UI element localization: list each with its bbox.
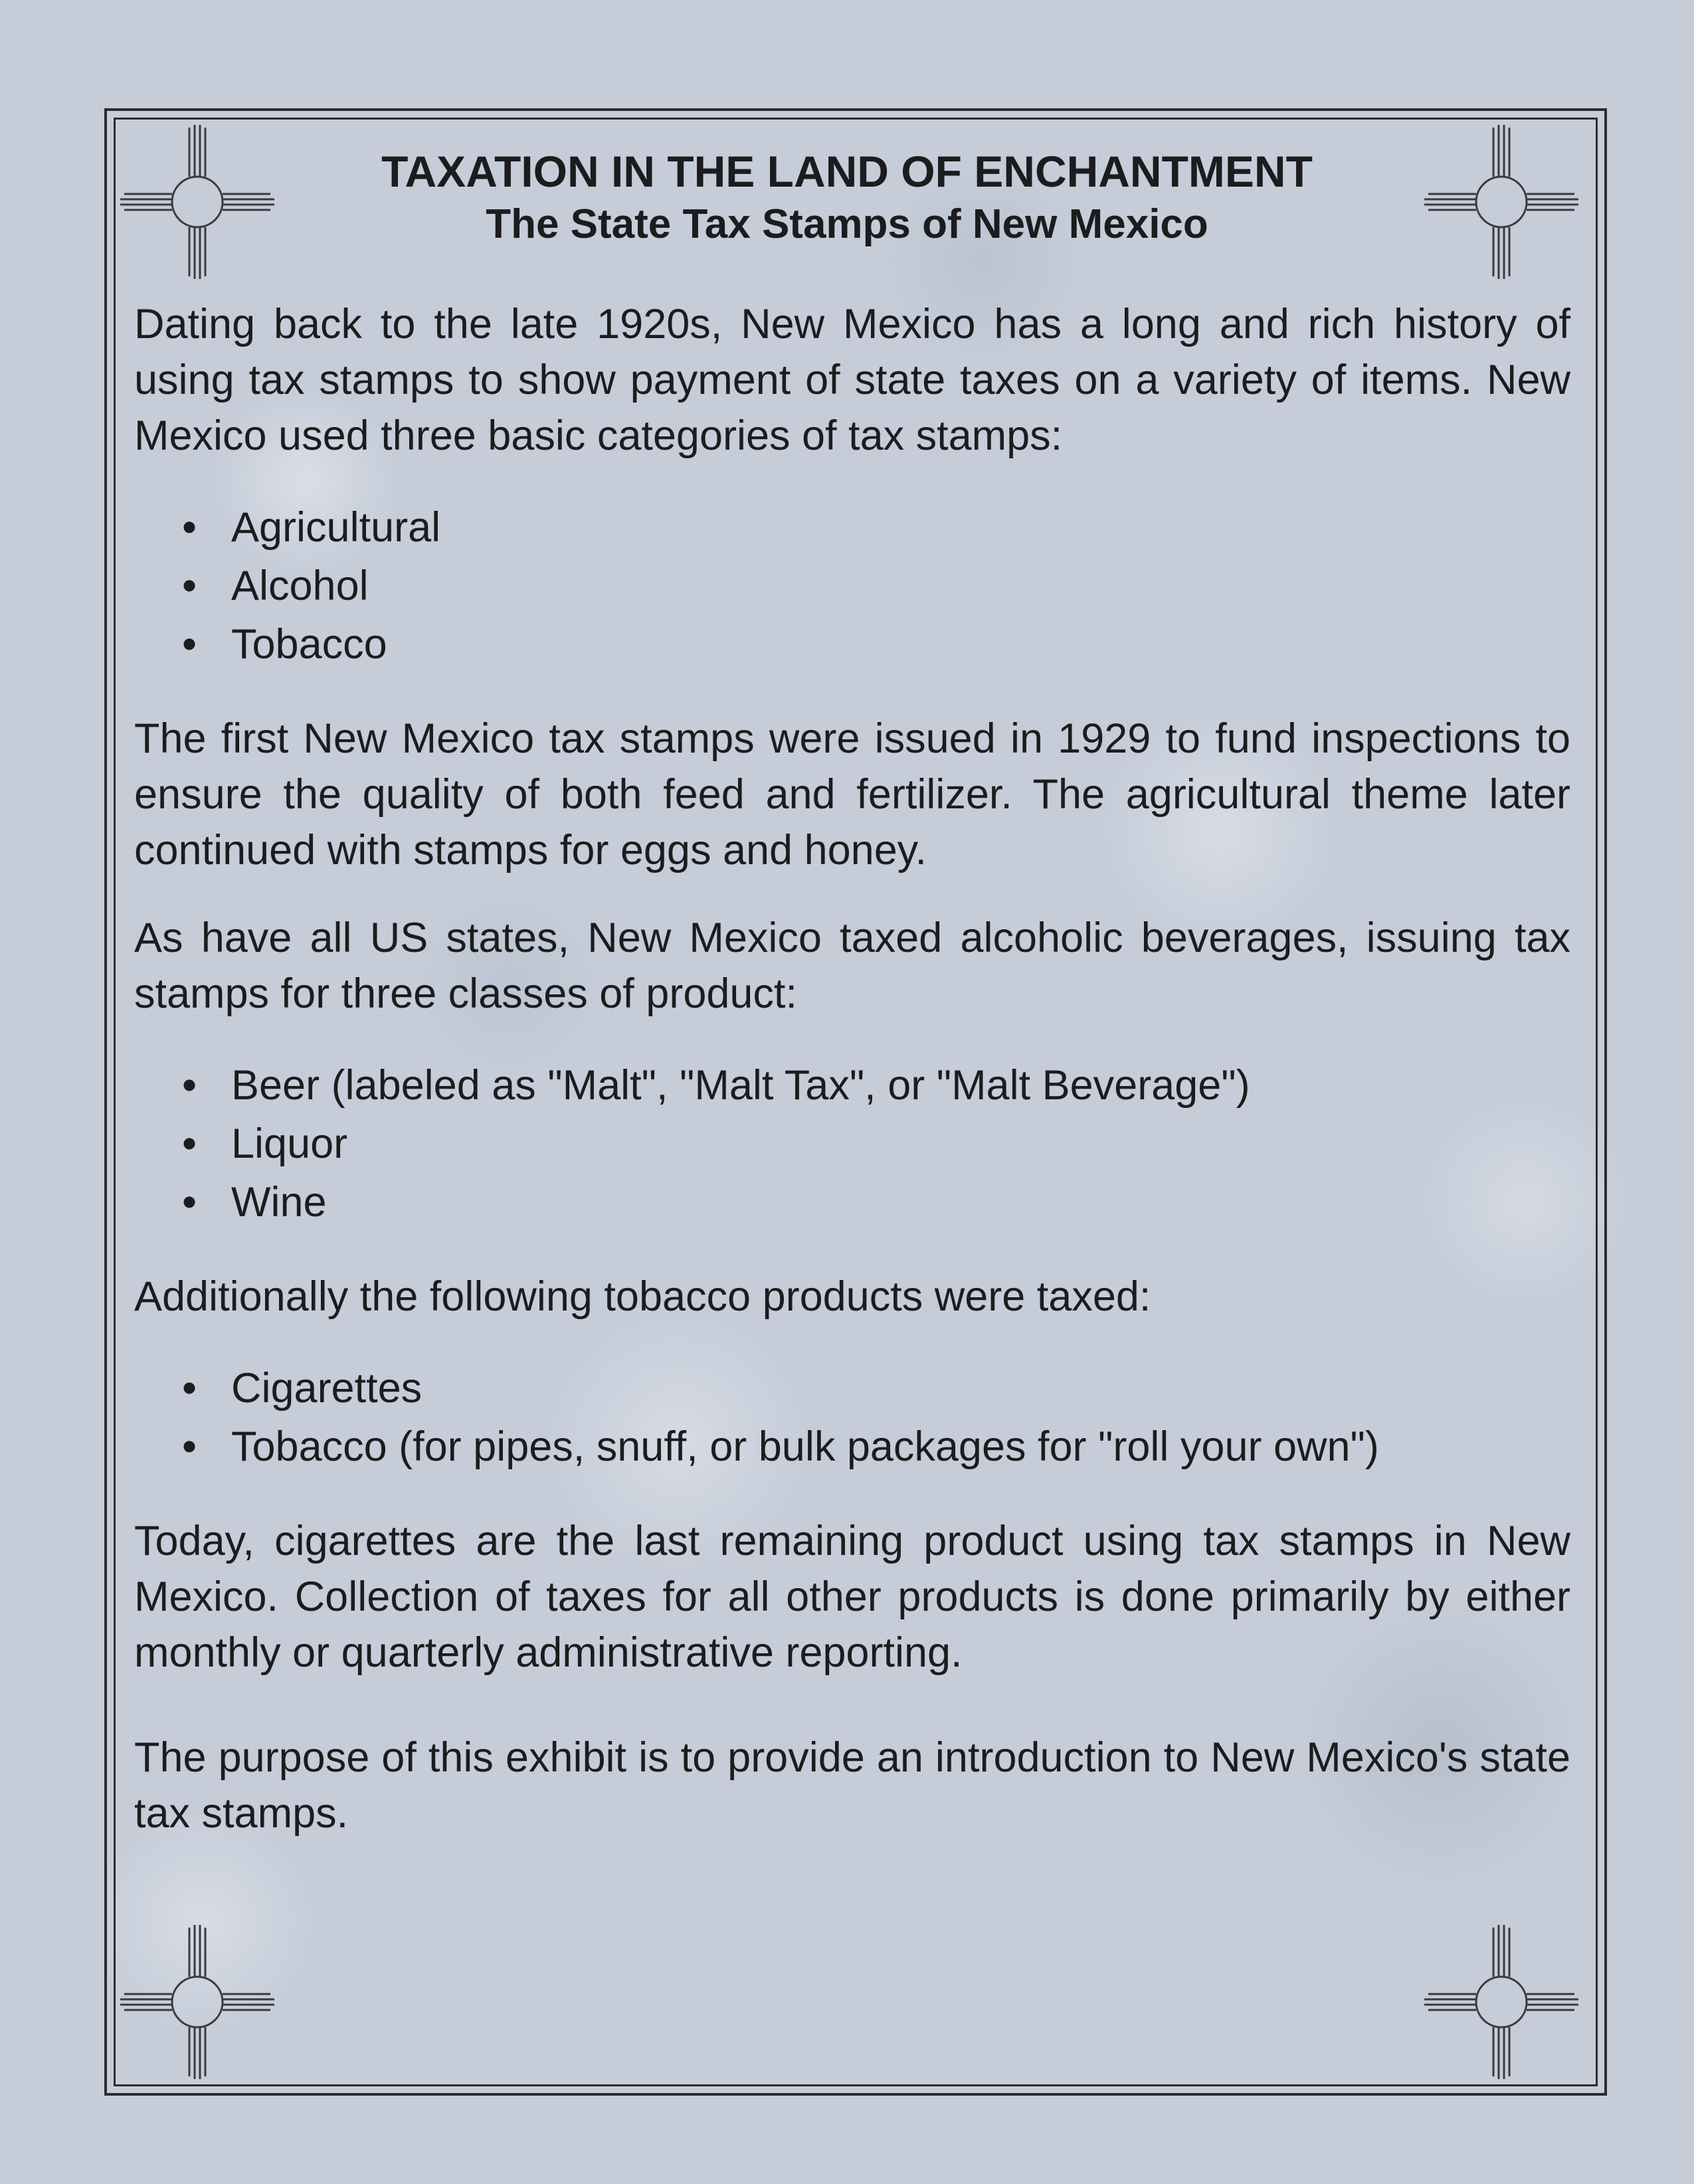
today-paragraph: Today, cigarettes are the last remaining product using tax stamps in New Mexico. Collection of taxes for all other products is done primarily by either monthly or quarterly administrative reporting. (134, 1518, 1570, 1676)
bullet-icon: • (182, 1062, 197, 1109)
zia-sun-bottom-left-icon (118, 1922, 277, 2082)
list-item: • Wine (182, 1173, 1570, 1231)
tax-categories-list (134, 498, 1570, 674)
alcohol-intro-paragraph: As have all US states, New Mexico taxed alcoholic beverages, issuing tax stamps for three classes of product: (134, 915, 1570, 1017)
bullet-icon: • (182, 1365, 197, 1411)
bullet-icon: • (182, 621, 197, 668)
body-content (134, 296, 1570, 1841)
list-item: • Beer (labeled as "Malt", "Malt Tax", or "Malt Beverage") (182, 1056, 1570, 1115)
bullet-icon: • (182, 1179, 197, 1226)
tobacco-products-list (134, 1359, 1570, 1476)
purpose-paragraph: The purpose of this exhibit is to provide an introduction to New Mexico's state tax stamps. (134, 1734, 1570, 1837)
bullet-icon: • (182, 1423, 197, 1470)
page-subtitle: The State Tax Stamps of New Mexico (486, 201, 1208, 247)
bullet-icon: • (182, 1121, 197, 1167)
bullet-icon: • (182, 504, 197, 551)
zia-sun-top-right-icon (1422, 122, 1581, 282)
page-title: TAXATION IN THE LAND OF ENCHANTMENT (381, 147, 1313, 196)
list-item: • Agricultural (182, 498, 1570, 557)
list-item: • Tobacco (182, 615, 1570, 674)
tobacco-intro-paragraph: Additionally the following tobacco products were taxed: (134, 1273, 1151, 1320)
list-item: • Alcohol (182, 557, 1570, 615)
zia-sun-bottom-right-icon (1422, 1922, 1581, 2082)
list-item: • Liquor (182, 1115, 1570, 1173)
list-item: • Tobacco (for pipes, snuff, or bulk packages for "roll your own") (182, 1417, 1570, 1476)
list-item: • Cigarettes (182, 1359, 1570, 1417)
alcohol-classes-list (134, 1056, 1570, 1231)
agricultural-paragraph: The first New Mexico tax stamps were issued in 1929 to fund inspections to ensure the quality of both feed and fertilizer. The agricultural theme later continued with stamps for eggs and honey. (134, 715, 1570, 873)
bullet-icon: • (182, 563, 197, 609)
zia-sun-top-left-icon (118, 122, 277, 282)
intro-paragraph: Dating back to the late 1920s, New Mexico has a long and rich history of using tax stamps to show payment of state taxes on a variety of items. New Mexico used three basic categories of tax stamps: (134, 301, 1570, 459)
